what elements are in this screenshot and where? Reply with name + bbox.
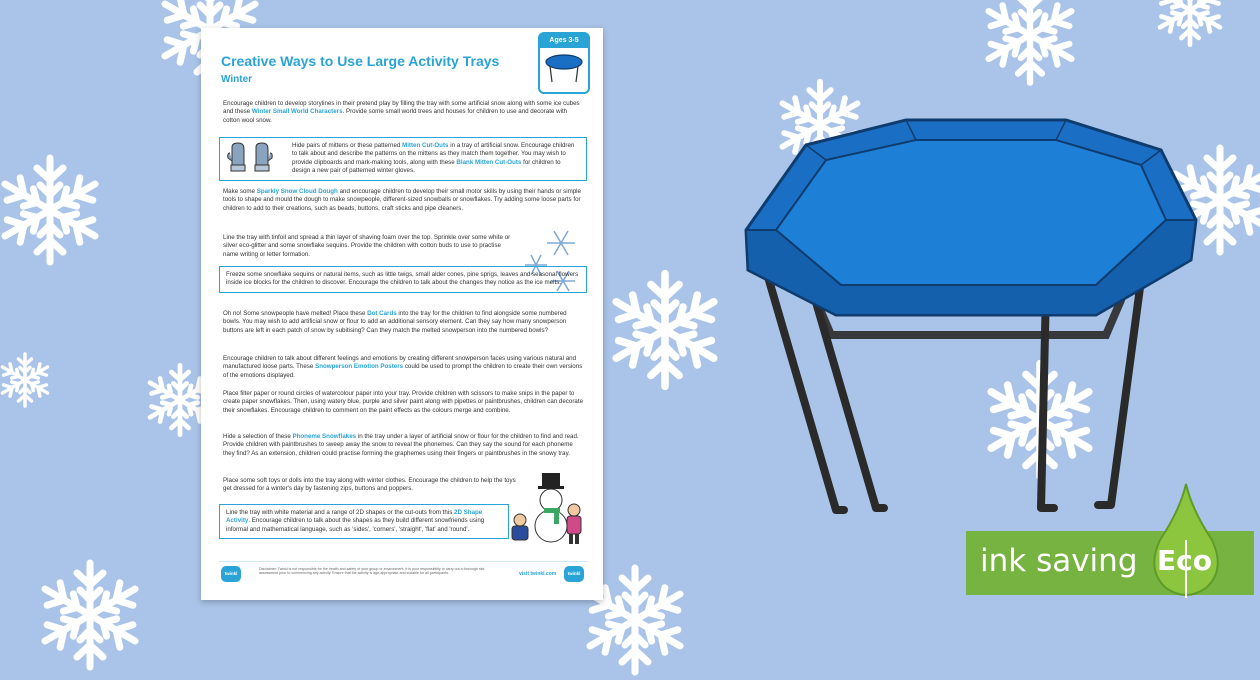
resource-link[interactable]: Snowperson Emotion Posters — [315, 363, 404, 371]
page-title: Creative Ways to Use Large Activity Trays — [221, 53, 500, 69]
resource-link[interactable]: Winter Small World Characters — [251, 108, 343, 116]
activity-paragraph: Encourage children to talk about different feelings and emotions by creating different snowperson faces using various natural and manufactured loose parts. These Snowperson Emotion Posters could be used to prompt the children to create their own versions of the emotions displayed. — [223, 355, 583, 379]
resource-link[interactable]: 2D Shape Activity — [226, 509, 483, 525]
snowman-children-illustration — [506, 468, 586, 546]
ink-saving-label: ink saving — [980, 543, 1138, 579]
eco-drop-icon — [1146, 480, 1226, 600]
twinkl-logo: twinkl — [221, 566, 241, 582]
snowflake-icon — [600, 265, 730, 395]
activity-paragraph: Make some Sparkly Snow Cloud Dough and encourage children to develop their small motor skills by using their hands or simple tools to shape and mould the dough to make snowpeople, different-sized snowballs or snowflakes. Try adding some loose parts for children to add to their creations, such as beads, buttons, craft sticks and pipe cleaners. — [223, 188, 581, 212]
age-badge — [538, 32, 590, 94]
activity-paragraph: Line the tray with tinfoil and spread a thin layer of shaving foam over the top. Sprinkle over some white or silver eco-glitter and some snowflake sequins. Provide the children with cotton buds to use to practise name writing or letter formation. — [223, 234, 511, 258]
page-subtitle: Winter — [221, 74, 253, 85]
activity-paragraph-boxed: Freeze some snowflake sequins or natural items, such as little twigs, small alder cones, pine sprigs, leaves and seasonal flowers inside ice blocks for the children to discover. Encourage the children to talk about the changes they notice as the ice melts. — [219, 266, 587, 293]
resource-link[interactable]: Blank Mitten Cut-Outs — [456, 158, 522, 166]
activity-paragraph-boxed: Line the tray with white material and a range of 2D shapes or the cut-outs from this 2D Shape Activity. Encourage children to talk about the shapes as they build different snowfriends using informal and mathematical language, such as 'sides', 'corners', 'straight', 'flat' and 'round'. — [219, 504, 509, 539]
mittens-icon — [226, 141, 278, 177]
activity-paragraph-boxed: Hide pairs of mittens or these patterned Mitten Cut-Outs in a tray of artificial snow. Encourage children to talk about and describe the patterns on the mittens as they match them together. You may wish to provide clipboards and mark-making tools, along with these Blank Mitten Cut-Outs for children to design a new pair of patterned winter gloves. — [219, 137, 587, 181]
activity-tray-illustration — [736, 110, 1206, 520]
activity-paragraph: Oh no! Some snowpeople have melted! Place these Dot Cards into the tray for the children to find alongside some numbered bowls. You may wish to add artificial snow or flour to add an additional sensory element. Can they say how many snowperson buttons are left in each patch of snow by subitising? Can they match the melted snowperson into the numbered bowls? — [223, 310, 567, 334]
tray-icon — [540, 48, 588, 88]
activity-paragraph: Place some soft toys or dolls into the tray along with winter clothes. Encourage the children to help the toys get dressed for a winter's day by fastening zips, buttons and poppers. — [223, 477, 516, 493]
disclaimer-text: Disclaimer: Twinkl is not responsible for the health and safety of your group or environment. It is your responsibility to carry out a thorough risk assessment prior to commencing any activity. Ensure that the activity is age-appropriate and suitable for all participants. — [259, 567, 485, 576]
resource-link[interactable]: Phoneme Snowflakes — [292, 433, 357, 440]
activity-sheet — [201, 28, 603, 600]
twinkl-link[interactable]: visit twinkl.com — [519, 571, 557, 577]
eco-badge: Eco — [1157, 544, 1212, 577]
activity-paragraph: Place filter paper or round circles of watercolour paper into your tray. Provide children with scissors to make snips in the paper to create paper snowflakes. Then, using watery blue, purple and silver paint along with pipettes or paintbrushes, children can decorate their snowflakes. Encourage children to comment on the paint effects as the colours merge and combine. — [223, 390, 584, 414]
footer — [219, 561, 587, 582]
snowflake-icon — [1150, 0, 1230, 50]
snowflake-icon — [30, 555, 150, 675]
snowflake-icon — [975, 0, 1085, 90]
snowflake-icon — [0, 350, 55, 410]
snowflake-icon — [0, 150, 110, 270]
age-label: Ages 3-5 — [540, 34, 588, 48]
resource-link[interactable]: Mitten Cut-Outs — [402, 142, 449, 149]
resource-link[interactable]: Sparkly Snow Cloud Dough — [256, 188, 338, 195]
activity-paragraph: Hide a selection of these Phoneme Snowflakes in the tray under a layer of artificial snow or flour for the children to find and read. Provide children with paintbrushes to sweep away the snow to reveal the phonemes. Can they say the sound for each phoneme they find? As an extension, children could practise forming the graphemes using their fingers or paintbrushes in the snowy tray. — [223, 433, 579, 457]
activity-paragraph: Encourage children to develop storylines in their pretend play by filling the tray with some artificial snow along with some ice cubes and these Winter Small World Characters. Provide some small world trees and houses for children to use and decorate with cotton wool snow. — [223, 100, 580, 124]
resource-link[interactable]: Dot Cards — [367, 310, 397, 317]
twinkl-logo: twinkl — [564, 566, 584, 582]
